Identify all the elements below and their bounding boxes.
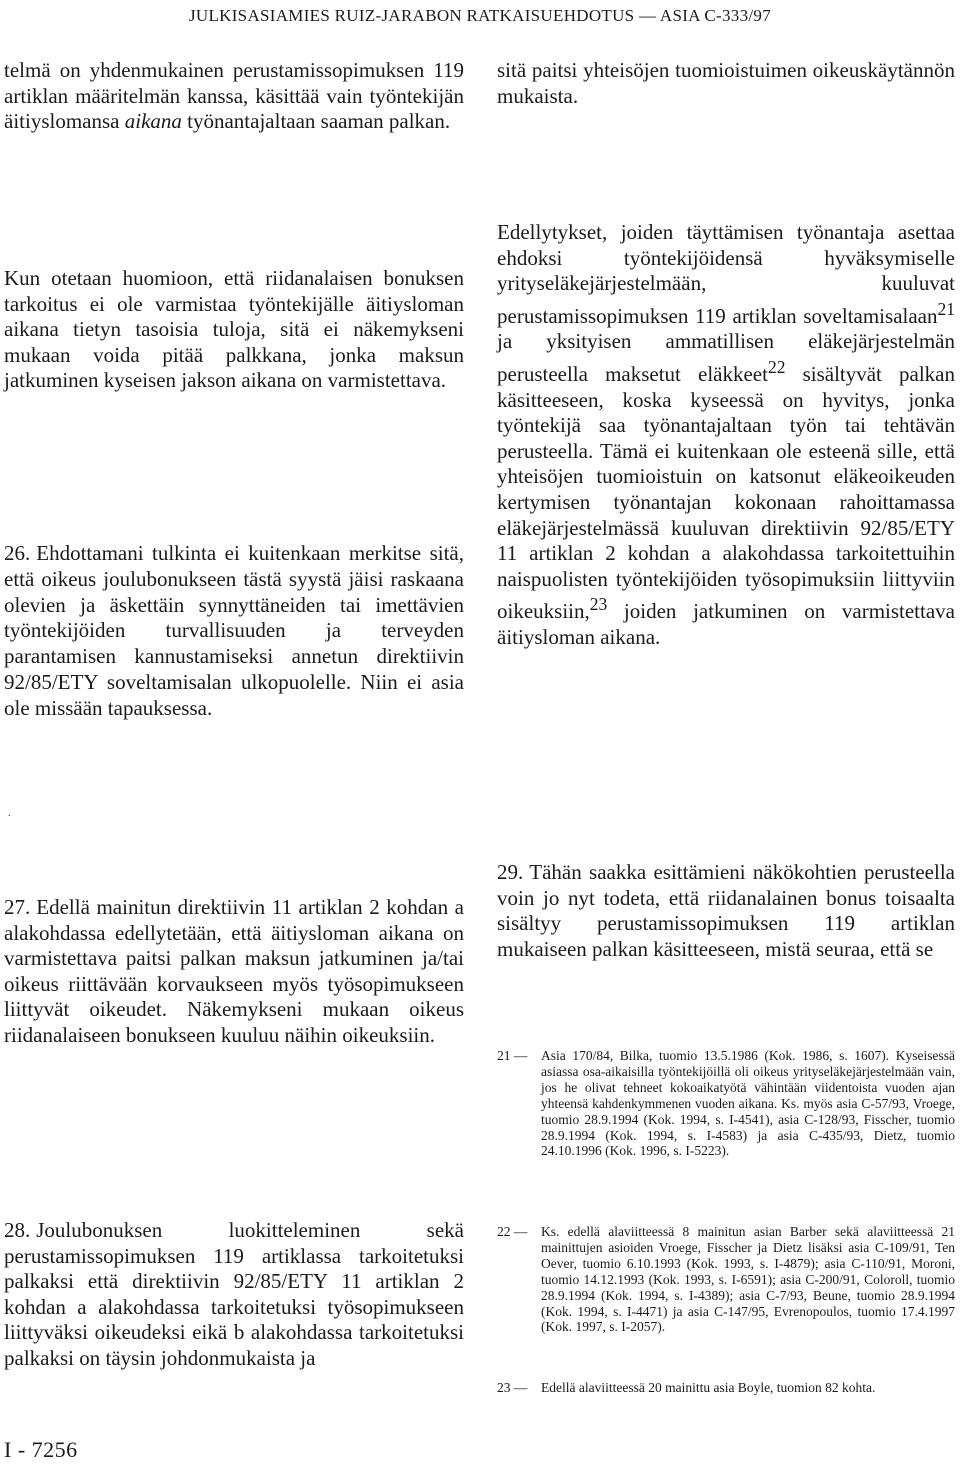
footnote-ref-22[interactable]: 22 — [767, 356, 786, 377]
paragraph-number: 28. — [4, 1218, 31, 1242]
footnote-ref-21[interactable]: 21 — [937, 298, 955, 319]
footnote-21 — [497, 1048, 955, 1159]
footnote-text: Edellä alaviitteessä 20 mainittu asia Boyle, tuomion 82 kohta. — [541, 1380, 876, 1395]
paragraph-28: 28. Joulubonuksen luokitteleminen sekä perustamissopimuksen 119 artiklassa tarkoitetuksi palkaksi että direktiivin 92/85/ETY 11 artiklan 2 kohdan a alakohdassa tarkoitetuksi työsopimukseen liittyväksi oikeudeksi eikä b alakohdassa tarkoitetuksi palkaksi on täysin johdonmukaista ja — [4, 1218, 464, 1370]
footnote-number: 23 — — [497, 1380, 528, 1395]
footnote-ref-23[interactable]: 23 — [589, 594, 608, 615]
footnote-22 — [497, 1224, 955, 1335]
emphasis-text: aikana — [124, 109, 182, 134]
paragraph-continuation-right: sitä paitsi yhteisöjen tuomioistuimen oikeuskäytännön mukaista. — [497, 58, 955, 108]
running-head: JULKISASIAMIES RUIZ-JARABON RATKAISUEHDOTUS — ASIA C-333/97 — [188, 6, 772, 25]
page-number: I - 7256 — [4, 1437, 78, 1462]
paragraph-kun-otetaan: Kun otetaan huomioon, että riidanalaisen bonuksen tarkoitus ei ole varmistaa työntekijälle äitiysloman aikana tietyn tasoisia tuloja, sitä ei näkemykseni mukaan voida pitää palkkana, jonka maksun jatkuminen kyseisen jakson aikana on varmistettava. — [4, 266, 464, 393]
paragraph-26: 26. Ehdottamani tulkinta ei kuitenkaan merkitse sitä, että oikeus joulubonukseen tästä syystä jäisi raskaana olevien ja äskettäin synnyttäneiden tai imettävien työntekijöiden turvallisuuden ja terveyden parantamisen kannustamiseksi annetun direktiivin 92/85/ETY soveltamisalan ulkopuolelle. Niin ei asia ole missään tapauksessa. — [4, 541, 464, 720]
paragraph-27: 27. Edellä mainitun direktiivin 11 artiklan 2 kohdan a alakohdassa edellytetään, että äitiysloman aikana on varmistettava paitsi palkan maksun jatkuminen ja/tai oikeus riittävään korvaukseen myös työsopimukseen liittyvät oikeudet. Näkemykseni mukaan oikeus riidanalaiseen bonukseen kuuluu näihin oikeuksiin. — [4, 895, 464, 1047]
footnote-text: Ks. edellä alaviitteessä 8 mainitun asian Barber sekä alaviitteessä 21 mainittujen asioiden Vroege, Fisscher ja Dietz lisäksi asia C-109/91, Ten Oever, tuomio 6.10.1993 (Kok. 1993, s. I-4879); asia C-110/91, Moroni, tuomio 14.12.1993 (Kok. 1993, s. I-6591); asia C-200/91, Coloroll, tuomio 28.9.1994 (Kok. 1994, s. I-4389); asia C-7/93, Beune, tuomio 28.9.1994 (Kok. 1994, s. I-4471) ja asia C-147/95, Evrenopoulos, tuomio 17.4.1997 (Kok. 1997, s. I-2057). — [541, 1224, 955, 1335]
footnote-number: 21 — — [497, 1048, 528, 1063]
paragraph-edellytykset: Edellytykset, joiden täyttämisen työnantaja asettaa ehdoksi työntekijöidensä hyväksymiselle yrityseläkejärjestelmään, kuuluvat perustamissopimuksen 119 artiklan soveltamisalaan$^{21}$ ja yksityisen ammatillisen eläkejärjestelmän perusteella maksetut eläkkeet$^{22}$ sisältyvät palkan käsitteeseen, koska kyseessä on hyvitys, jonka työntekijä saa työnantajaltaan työn tai tehtävän perusteella. Tämä ei kuitenkaan ole esteenä sille, että yhteisöjen tuomioistuin on katsonut eläkeoikeuden kertymisen työnantajan kokonaan rahoittamassa eläkejärjestelmässä kuuluvan direktiivin 92/85/ETY 11 artiklan 2 kohdan a alakohdassa tarkoitettuihin naispuolisten työntekijöiden työsopimuksiin liittyviin oikeuksiin,$^{23}$ joiden jatkuminen on varmistettava äitiysloman aikana. — [497, 220, 955, 649]
footnote-text: Asia 170/84, Bilka, tuomio 13.5.1986 (Kok. 1986, s. 1607). Kyseisessä asiassa osa-aikaisilla työntekijöillä oli oikeus yrityseläkejärjestelmään vain, jos he olivat tehneet kokoaikatyötä vähintään viidentoista vuoden ajan yhteensä kahdenkymmenen vuoden aikana. Ks. myös asia C-57/93, Vroege, tuomio 28.9.1994 (Kok. 1994, s. I-4541), asia C-128/93, Fisscher, tuomio 28.9.1994 (Kok. 1994, s. I-4583) ja asia C-435/93, Dietz, tuomio 24.10.1996 (Kok. 1996, s. I-5223). — [541, 1048, 955, 1159]
paragraph-continuation: telmä on yhdenmukainen perustamissopimuksen 119 artiklan määritelmän kanssa, käsittää vain työntekijän äitiyslomansa aikana työnantajaltaan saaman palkan. — [4, 58, 464, 134]
paragraph-number: 26. — [4, 541, 31, 565]
stray-mark: . — [8, 808, 11, 819]
paragraph-number: 29. — [497, 860, 524, 884]
footnote-23 — [497, 1380, 955, 1396]
paragraph-29: 29. Tähän saakka esittämieni näkökohtien perusteella voin jo nyt todeta, että riidanalainen bonus toisaalta sisältyy perustamissopimuksen 119 artiklan mukaiseen palkan käsitteeseen, mistä seuraa, että se — [497, 860, 955, 961]
footnote-number: 22 — — [497, 1224, 528, 1239]
paragraph-number: 27. — [4, 895, 31, 919]
